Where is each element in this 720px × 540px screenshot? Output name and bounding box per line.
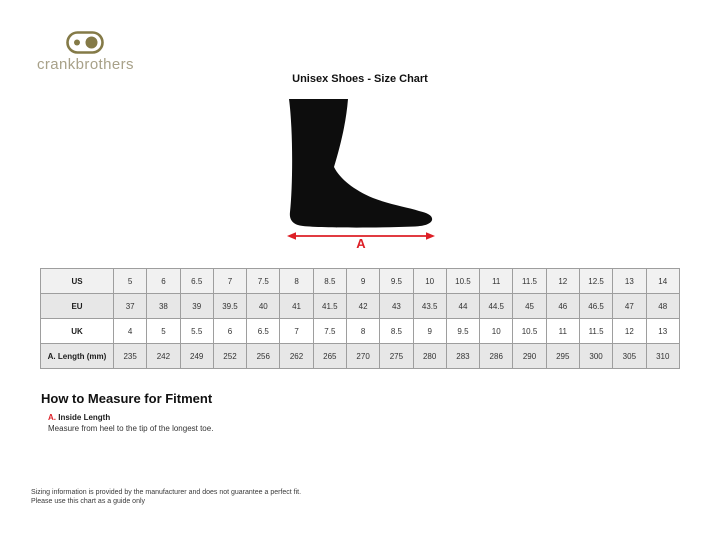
size-cell: 305 (613, 344, 646, 369)
measure-item-label (48, 413, 110, 422)
size-cell: 265 (313, 344, 346, 369)
size-cell: 249 (180, 344, 213, 369)
size-cell: 242 (147, 344, 180, 369)
size-cell: 42 (346, 294, 379, 319)
size-cell: 256 (247, 344, 280, 369)
disclaimer-line-1: Sizing information is provided by the manufacturer and does not guarantee a perfect fit. (31, 489, 302, 496)
size-cell: 41.5 (313, 294, 346, 319)
size-cell: 13 (613, 269, 646, 294)
size-chart-table (40, 268, 680, 369)
size-cell: 6.5 (180, 269, 213, 294)
size-cell: 300 (579, 344, 612, 369)
size-cell: 280 (413, 344, 446, 369)
size-row-a-length-mm (41, 344, 680, 369)
size-cell: 47 (613, 294, 646, 319)
size-cell: 43 (380, 294, 413, 319)
size-cell: 7 (280, 319, 313, 344)
size-cell: 252 (213, 344, 246, 369)
size-cell: 39.5 (213, 294, 246, 319)
size-cell: 295 (546, 344, 579, 369)
size-cell: 6 (147, 269, 180, 294)
size-cell: 46 (546, 294, 579, 319)
size-cell: 14 (646, 269, 680, 294)
size-cell: 10.5 (446, 269, 479, 294)
size-cell: 9 (413, 319, 446, 344)
size-row-header: US (41, 269, 114, 294)
size-cell: 12 (546, 269, 579, 294)
size-cell: 39 (180, 294, 213, 319)
size-cell: 9 (346, 269, 379, 294)
size-cell: 11 (546, 319, 579, 344)
size-cell: 11.5 (579, 319, 612, 344)
size-cell: 283 (446, 344, 479, 369)
foot-silhouette (287, 99, 435, 228)
size-cell: 38 (147, 294, 180, 319)
size-cell: 7 (213, 269, 246, 294)
measure-section-heading: How to Measure for Fitment (41, 391, 213, 406)
size-cell: 37 (114, 294, 147, 319)
measure-item-prefix: A. (48, 413, 56, 422)
size-cell: 7.5 (313, 319, 346, 344)
size-row-header: UK (41, 319, 114, 344)
crankbrothers-pedal-icon (66, 31, 104, 54)
size-cell: 6 (213, 319, 246, 344)
size-row-us (41, 269, 680, 294)
size-cell: 6.5 (247, 319, 280, 344)
disclaimer (31, 488, 301, 506)
measure-item-description: Measure from heel to the tip of the longest toe. (48, 424, 214, 433)
size-cell: 235 (114, 344, 147, 369)
size-cell: 8.5 (380, 319, 413, 344)
size-cell: 43.5 (413, 294, 446, 319)
size-cell: 10 (413, 269, 446, 294)
size-cell: 5 (147, 319, 180, 344)
dimension-label-a: A (356, 236, 366, 251)
size-cell: 11.5 (513, 269, 546, 294)
brand-wordmark: crankbrothers (37, 56, 134, 73)
size-cell: 8 (346, 319, 379, 344)
size-chart-table-body (41, 269, 680, 369)
size-cell: 310 (646, 344, 680, 369)
size-cell: 4 (114, 319, 147, 344)
size-cell: 7.5 (247, 269, 280, 294)
size-cell: 41 (280, 294, 313, 319)
size-cell: 8.5 (313, 269, 346, 294)
size-cell: 9.5 (446, 319, 479, 344)
size-cell: 13 (646, 319, 680, 344)
size-cell: 9.5 (380, 269, 413, 294)
page-title: Unisex Shoes - Size Chart (292, 73, 428, 85)
size-cell: 5 (114, 269, 147, 294)
size-cell: 44.5 (480, 294, 513, 319)
size-cell: 12 (613, 319, 646, 344)
size-row-eu (41, 294, 680, 319)
size-cell: 10 (480, 319, 513, 344)
size-cell: 48 (646, 294, 680, 319)
size-cell: 290 (513, 344, 546, 369)
size-row-header: EU (41, 294, 114, 319)
size-cell: 40 (247, 294, 280, 319)
size-row-header: A. Length (mm) (41, 344, 114, 369)
size-cell: 44 (446, 294, 479, 319)
disclaimer-line-2: Please use this chart as a guide only (31, 498, 146, 505)
size-cell: 270 (346, 344, 379, 369)
size-cell: 11 (480, 269, 513, 294)
size-cell: 286 (480, 344, 513, 369)
size-cell: 10.5 (513, 319, 546, 344)
size-cell: 46.5 (579, 294, 612, 319)
size-cell: 12.5 (579, 269, 612, 294)
size-cell: 5.5 (180, 319, 213, 344)
size-cell: 45 (513, 294, 546, 319)
size-cell: 275 (380, 344, 413, 369)
size-cell: 8 (280, 269, 313, 294)
size-cell: 262 (280, 344, 313, 369)
size-row-uk (41, 319, 680, 344)
measure-item-name: Inside Length (56, 413, 111, 422)
